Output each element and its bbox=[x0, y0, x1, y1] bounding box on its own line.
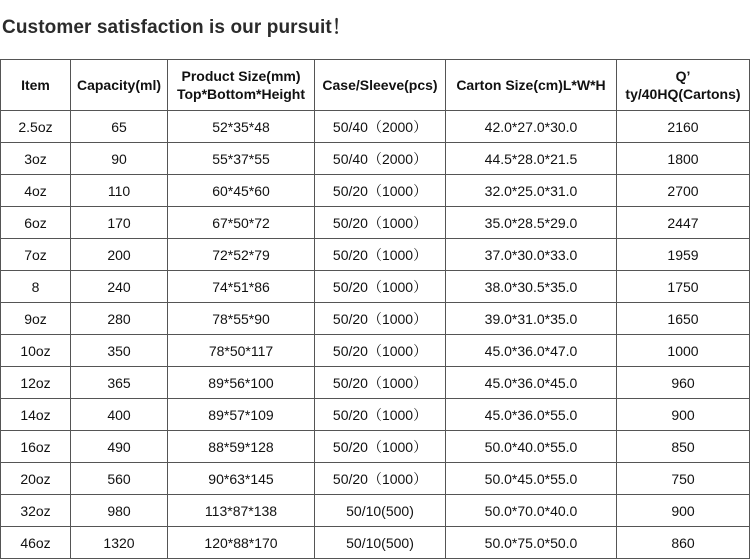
header-item bbox=[1, 60, 71, 111]
header-carton-size bbox=[446, 60, 617, 111]
cell-capacity: 980 bbox=[71, 495, 168, 527]
cell-capacity: 240 bbox=[71, 271, 168, 303]
header-capacity bbox=[71, 60, 168, 111]
table-row bbox=[1, 111, 750, 143]
cell-item: 10oz bbox=[1, 335, 71, 367]
header-product-size bbox=[168, 60, 315, 111]
cell-case-sleeve: 50/20（1000） bbox=[315, 175, 446, 207]
cell-quantity: 1959 bbox=[617, 239, 750, 271]
header-label: Product Size(mm) bbox=[181, 68, 301, 84]
cell-case-sleeve: 50/20（1000） bbox=[315, 399, 446, 431]
cell-product-size: 55*37*55 bbox=[168, 143, 315, 175]
cell-carton-size: 45.0*36.0*47.0 bbox=[446, 335, 617, 367]
cell-case-sleeve: 50/20（1000） bbox=[315, 239, 446, 271]
cell-case-sleeve: 50/20（1000） bbox=[315, 463, 446, 495]
cell-carton-size: 50.0*75.0*50.0 bbox=[446, 527, 617, 559]
cell-capacity: 280 bbox=[71, 303, 168, 335]
cell-product-size: 74*51*86 bbox=[168, 271, 315, 303]
cell-quantity: 1650 bbox=[617, 303, 750, 335]
cell-item: 12oz bbox=[1, 367, 71, 399]
cell-capacity: 400 bbox=[71, 399, 168, 431]
cell-quantity: 750 bbox=[617, 463, 750, 495]
cell-case-sleeve: 50/20（1000） bbox=[315, 367, 446, 399]
cell-product-size: 89*56*100 bbox=[168, 367, 315, 399]
cell-capacity: 560 bbox=[71, 463, 168, 495]
cell-item: 20oz bbox=[1, 463, 71, 495]
cell-quantity: 900 bbox=[617, 399, 750, 431]
cell-capacity: 65 bbox=[71, 111, 168, 143]
cell-capacity: 365 bbox=[71, 367, 168, 399]
cell-item: 4oz bbox=[1, 175, 71, 207]
table-row bbox=[1, 367, 750, 399]
header-label: Capacity(ml) bbox=[76, 77, 162, 93]
header-label: Item bbox=[21, 77, 50, 93]
cell-capacity: 90 bbox=[71, 143, 168, 175]
table-body bbox=[1, 111, 750, 559]
header-quantity bbox=[617, 60, 750, 111]
cell-carton-size: 45.0*36.0*45.0 bbox=[446, 367, 617, 399]
cell-item: 8 bbox=[1, 271, 71, 303]
cell-item: 2.5oz bbox=[1, 111, 71, 143]
cell-quantity: 2447 bbox=[617, 207, 750, 239]
cell-product-size: 88*59*128 bbox=[168, 431, 315, 463]
cell-carton-size: 35.0*28.5*29.0 bbox=[446, 207, 617, 239]
cell-carton-size: 38.0*30.5*35.0 bbox=[446, 271, 617, 303]
cell-product-size: 52*35*48 bbox=[168, 111, 315, 143]
header-label: Carton Size(cm)L*W*H bbox=[456, 77, 606, 93]
product-spec-table bbox=[0, 59, 750, 559]
cell-carton-size: 37.0*30.0*33.0 bbox=[446, 239, 617, 271]
cell-product-size: 90*63*145 bbox=[168, 463, 315, 495]
header-label: Case/Sleeve(pcs) bbox=[322, 77, 438, 93]
table-row bbox=[1, 399, 750, 431]
table-row bbox=[1, 431, 750, 463]
cell-case-sleeve: 50/10(500) bbox=[315, 495, 446, 527]
header-label: ty/40HQ(Cartons) bbox=[625, 86, 741, 102]
cell-product-size: 78*50*117 bbox=[168, 335, 315, 367]
cell-quantity: 2700 bbox=[617, 175, 750, 207]
header-label: Top*Bottom*Height bbox=[176, 86, 306, 102]
cell-capacity: 170 bbox=[71, 207, 168, 239]
table-row bbox=[1, 239, 750, 271]
cell-product-size: 72*52*79 bbox=[168, 239, 315, 271]
table-row bbox=[1, 143, 750, 175]
cell-item: 6oz bbox=[1, 207, 71, 239]
cell-capacity: 1320 bbox=[71, 527, 168, 559]
cell-case-sleeve: 50/20（1000） bbox=[315, 303, 446, 335]
cell-quantity: 1000 bbox=[617, 335, 750, 367]
header-case-sleeve bbox=[315, 60, 446, 111]
cell-carton-size: 50.0*70.0*40.0 bbox=[446, 495, 617, 527]
cell-carton-size: 32.0*25.0*31.0 bbox=[446, 175, 617, 207]
cell-carton-size: 44.5*28.0*21.5 bbox=[446, 143, 617, 175]
cell-quantity: 850 bbox=[617, 431, 750, 463]
table-row bbox=[1, 303, 750, 335]
cell-quantity: 960 bbox=[617, 367, 750, 399]
cell-case-sleeve: 50/20（1000） bbox=[315, 271, 446, 303]
cell-carton-size: 50.0*40.0*55.0 bbox=[446, 431, 617, 463]
cell-item: 9oz bbox=[1, 303, 71, 335]
table-row bbox=[1, 527, 750, 559]
cell-case-sleeve: 50/20（1000） bbox=[315, 431, 446, 463]
cell-item: 3oz bbox=[1, 143, 71, 175]
cell-quantity: 900 bbox=[617, 495, 750, 527]
header-row bbox=[1, 60, 750, 111]
cell-carton-size: 50.0*45.0*55.0 bbox=[446, 463, 617, 495]
cell-carton-size: 45.0*36.0*55.0 bbox=[446, 399, 617, 431]
cell-carton-size: 39.0*31.0*35.0 bbox=[446, 303, 617, 335]
cell-quantity: 860 bbox=[617, 527, 750, 559]
cell-product-size: 78*55*90 bbox=[168, 303, 315, 335]
cell-quantity: 2160 bbox=[617, 111, 750, 143]
table-row bbox=[1, 271, 750, 303]
cell-case-sleeve: 50/40（2000） bbox=[315, 143, 446, 175]
cell-capacity: 350 bbox=[71, 335, 168, 367]
cell-carton-size: 42.0*27.0*30.0 bbox=[446, 111, 617, 143]
cell-product-size: 60*45*60 bbox=[168, 175, 315, 207]
cell-quantity: 1800 bbox=[617, 143, 750, 175]
cell-case-sleeve: 50/20（1000） bbox=[315, 335, 446, 367]
cell-product-size: 120*88*170 bbox=[168, 527, 315, 559]
header-label: Q’ bbox=[675, 68, 691, 84]
cell-case-sleeve: 50/10(500) bbox=[315, 527, 446, 559]
cell-product-size: 67*50*72 bbox=[168, 207, 315, 239]
cell-item: 46oz bbox=[1, 527, 71, 559]
cell-item: 14oz bbox=[1, 399, 71, 431]
table-header bbox=[1, 60, 750, 111]
table-row bbox=[1, 207, 750, 239]
cell-product-size: 89*57*109 bbox=[168, 399, 315, 431]
cell-item: 7oz bbox=[1, 239, 71, 271]
table-row bbox=[1, 335, 750, 367]
cell-capacity: 200 bbox=[71, 239, 168, 271]
cell-item: 32oz bbox=[1, 495, 71, 527]
cell-case-sleeve: 50/20（1000） bbox=[315, 207, 446, 239]
cell-item: 16oz bbox=[1, 431, 71, 463]
cell-capacity: 110 bbox=[71, 175, 168, 207]
table-row bbox=[1, 495, 750, 527]
cell-capacity: 490 bbox=[71, 431, 168, 463]
cell-product-size: 113*87*138 bbox=[168, 495, 315, 527]
cell-case-sleeve: 50/40（2000） bbox=[315, 111, 446, 143]
page-title: Customer satisfaction is our pursuit！ bbox=[2, 17, 351, 38]
table-row bbox=[1, 175, 750, 207]
cell-quantity: 1750 bbox=[617, 271, 750, 303]
table-row bbox=[1, 463, 750, 495]
